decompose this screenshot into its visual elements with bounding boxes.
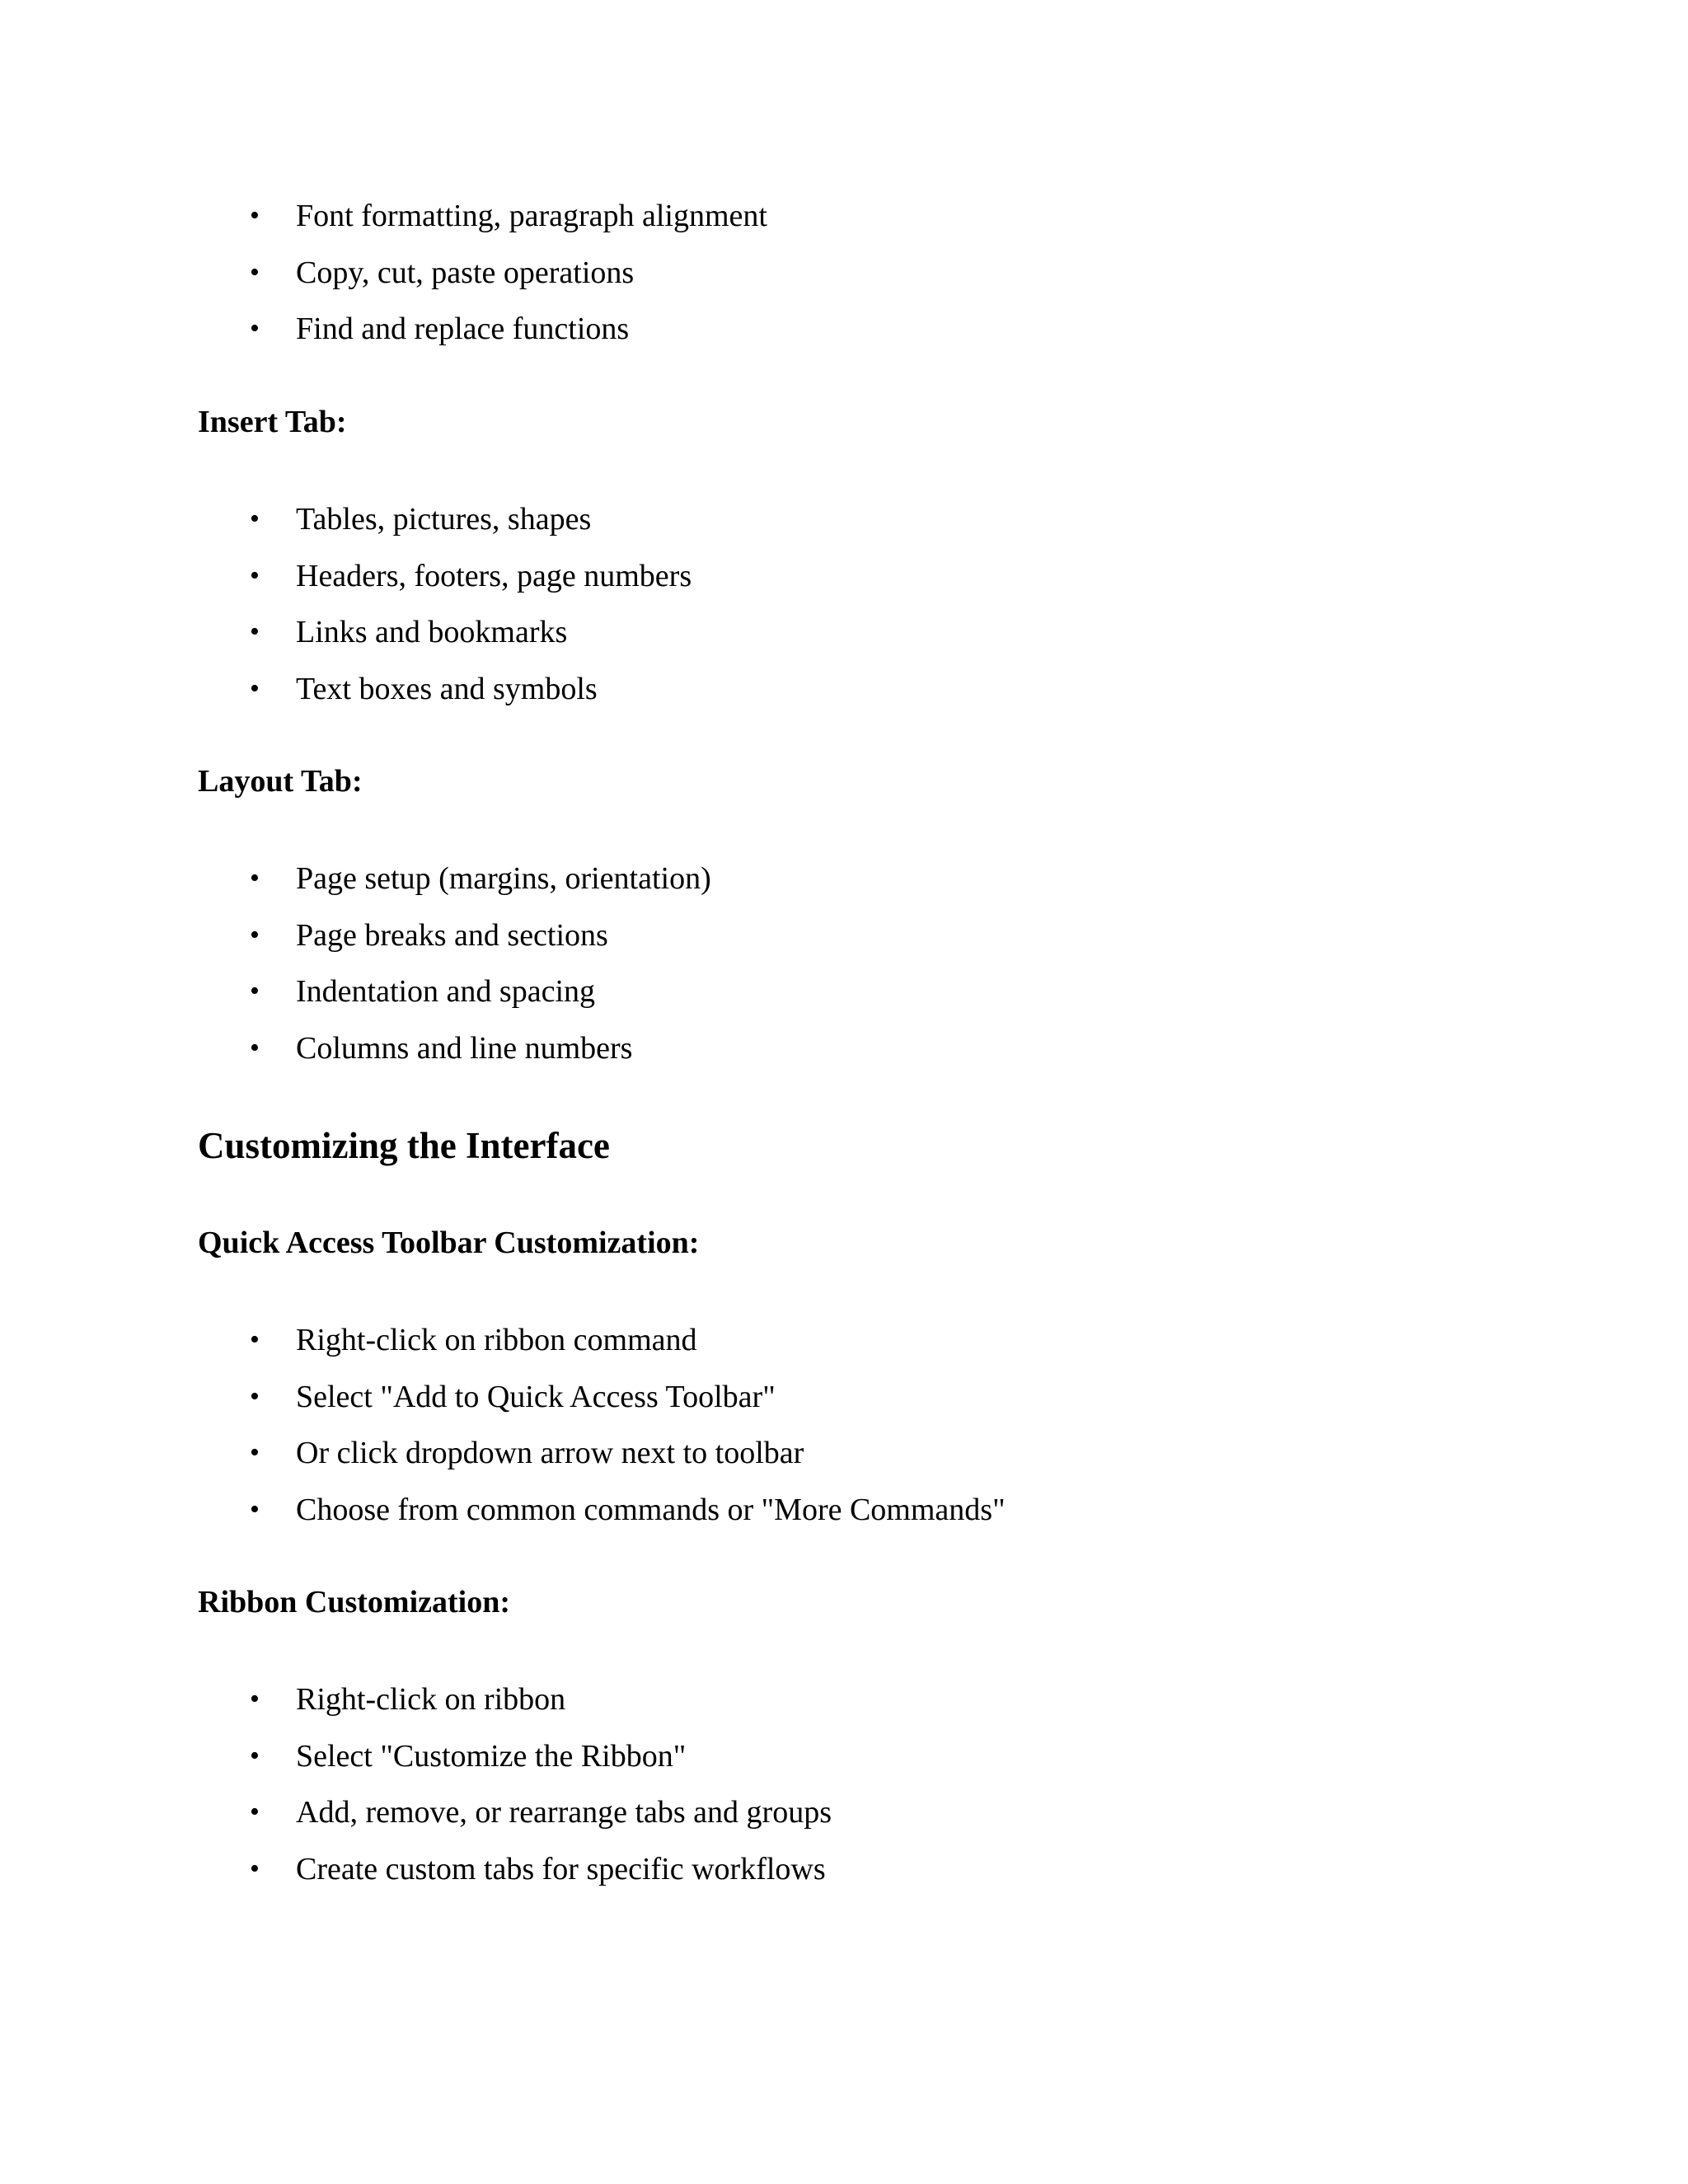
bullet-icon: • xyxy=(250,504,260,534)
list-item: • Find and replace functions xyxy=(198,301,767,358)
list-item: • Links and bookmarks xyxy=(198,604,692,661)
home-tab-list xyxy=(198,188,767,358)
list-item: • Select "Add to Quick Access Toolbar" xyxy=(198,1369,1006,1426)
list-item: • Text boxes and symbols xyxy=(198,661,692,718)
list-item: • Choose from common commands or "More Commands" xyxy=(198,1482,1006,1539)
list-item: • Right-click on ribbon xyxy=(198,1671,832,1728)
bullet-icon: • xyxy=(250,1324,260,1355)
bullet-icon: • xyxy=(250,1032,260,1063)
bullet-icon: • xyxy=(250,1853,260,1884)
customizing-heading: Customizing the Interface xyxy=(198,1125,610,1166)
bullet-icon: • xyxy=(250,313,260,344)
bullet-icon: • xyxy=(250,560,260,591)
list-item: • Page breaks and sections xyxy=(198,907,711,964)
quick-access-list xyxy=(198,1312,1006,1538)
list-item: • Right-click on ribbon command xyxy=(198,1312,1006,1369)
list-item: • Tables, pictures, shapes xyxy=(198,491,692,548)
bullet-icon: • xyxy=(250,976,260,1007)
insert-tab-heading: Insert Tab: xyxy=(198,405,347,439)
ribbon-list xyxy=(198,1671,832,1897)
bullet-icon: • xyxy=(250,863,260,893)
list-item: • Create custom tabs for specific workflows xyxy=(198,1841,832,1898)
bullet-icon: • xyxy=(250,1797,260,1828)
bullet-icon: • xyxy=(250,200,260,231)
list-item: • Add, remove, or rearrange tabs and groups xyxy=(198,1784,832,1841)
insert-tab-list xyxy=(198,491,692,717)
bullet-icon: • xyxy=(250,256,260,288)
bullet-icon: • xyxy=(250,919,260,950)
list-item: • Headers, footers, page numbers xyxy=(198,548,692,605)
layout-tab-heading: Layout Tab: xyxy=(198,764,363,799)
list-item: • Select "Customize the Ribbon" xyxy=(198,1728,832,1785)
ribbon-heading: Ribbon Customization: xyxy=(198,1585,510,1619)
bullet-icon: • xyxy=(250,1380,260,1412)
list-item: • Copy, cut, paste operations xyxy=(198,245,767,302)
list-item: • Font formatting, paragraph alignment xyxy=(198,188,767,245)
bullet-icon: • xyxy=(250,1493,260,1525)
list-item: • Indentation and spacing xyxy=(198,963,711,1020)
bullet-icon: • xyxy=(250,1437,260,1469)
list-item: • Or click dropdown arrow next to toolbar xyxy=(198,1425,1006,1482)
quick-access-heading: Quick Access Toolbar Customization: xyxy=(198,1226,700,1260)
bullet-icon: • xyxy=(250,616,260,648)
bullet-icon: • xyxy=(250,673,260,704)
bullet-icon: • xyxy=(250,1740,260,1771)
list-item: • Page setup (margins, orientation) xyxy=(198,851,711,907)
bullet-icon: • xyxy=(250,1684,260,1714)
layout-tab-list xyxy=(198,851,711,1076)
list-item: • Columns and line numbers xyxy=(198,1020,711,1077)
